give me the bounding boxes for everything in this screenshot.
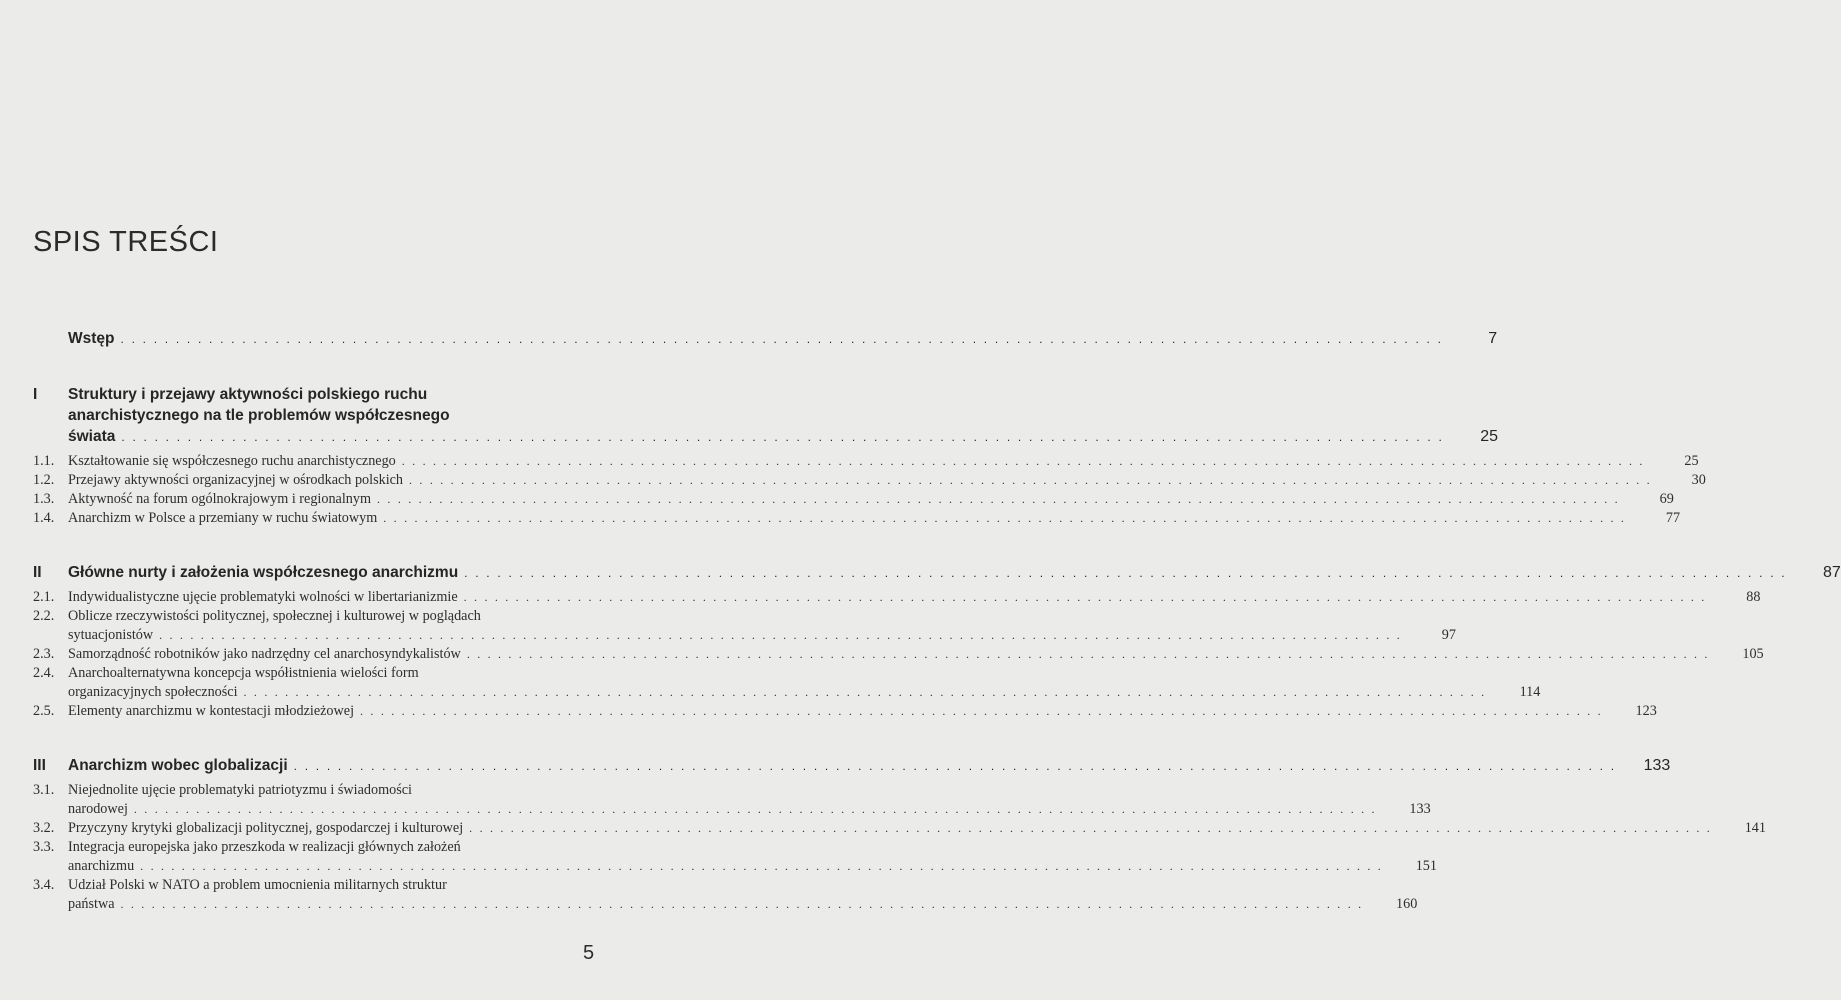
subchapter-label: Przejawy aktywności organizacyjnej w ośrodkach polskich bbox=[68, 472, 404, 488]
dot-leader: . . . . . . . . . . . . . . . . . . . . . . . . . . . . . . . . . . . . . . . . . . . . . . . . . . . . . . . . . . . . . . . . . . . . . . . . . . . . . . . . . . . . . . . . . . . . . . . . . . . . . . . . . . . . . . . . . . . . . . . . bbox=[383, 511, 1627, 525]
subchapter-page: 105 bbox=[1742, 646, 1764, 662]
subchapter-text bbox=[68, 626, 1412, 645]
chapter-label: Główne nurty i założenia współczesnego anarchizmu bbox=[68, 564, 459, 581]
subchapter-line bbox=[33, 664, 599, 683]
chapter-page: 7 bbox=[1488, 330, 1498, 347]
toc-chapter bbox=[33, 755, 1766, 914]
subchapter-text bbox=[68, 702, 1613, 721]
page-title: SPIS TREŚCI bbox=[33, 226, 219, 258]
dot-leader: . . . . . . . . . . . . . . . . . . . . . . . . . . . . . . . . . . . . . . . . . . . . . . . . . . . . . . . . . . . . . . . . . . . . . . . . . . . . . . . . . . . . . . . . . . . . . . . . . . . . . . . . . . . . . . . . . . . . . . . . bbox=[469, 821, 1712, 835]
subchapter-line bbox=[33, 471, 1706, 490]
subchapter-line bbox=[33, 800, 1431, 819]
subchapter-page: 123 bbox=[1635, 703, 1657, 719]
subchapter-page: 160 bbox=[1396, 896, 1418, 912]
subchapter-page: 133 bbox=[1409, 801, 1431, 817]
dot-leader: . . . . . . . . . . . . . . . . . . . . . . . . . . . . . . . . . . . . . . . . . . . . . . . . . . . . . . . . . . . . . . . . . . . . . . . . . . . . . . . . . . . . . . . . . . . . . . . . . . . . . . . . . . . . . . . . . . . . . . . . bbox=[293, 759, 1617, 773]
subchapter-label: Anarchizm w Polsce a przemiany w ruchu światowym bbox=[68, 510, 378, 526]
chapter-label: Struktury i przejawy aktywności polskiego ruchu bbox=[68, 386, 428, 403]
subchapter-label: Integracja europejska jako przeszkoda w realizacji głównych założeń bbox=[68, 839, 461, 855]
subchapter-label: Anarchoalternatywna koncepcja współistnienia wielości form bbox=[68, 665, 419, 681]
chapter-text bbox=[68, 426, 1454, 448]
subchapter-text bbox=[68, 588, 1716, 607]
subchapter-text bbox=[68, 838, 555, 857]
chapter-text bbox=[68, 328, 1453, 350]
subchapter-text bbox=[68, 876, 555, 895]
toc-chapter bbox=[33, 384, 1706, 528]
subchapter-label: organizacyjnych społeczności bbox=[68, 684, 238, 700]
chapter-line bbox=[33, 405, 599, 426]
subchapter-label: anarchizmu bbox=[68, 858, 135, 874]
subchapter-page: 97 bbox=[1441, 627, 1456, 643]
dot-leader: . . . . . . . . . . . . . . . . . . . . . . . . . . . . . . . . . . . . . . . . . . . . . . . . . . . . . . . . . . . . . . . . . . . . . . . . . . . . . . . . . . . . . . . . . . . . . . . . . . . . . . . . . . . . . . . . . . . . . . . . bbox=[120, 897, 1364, 911]
subchapter-text bbox=[68, 490, 1630, 509]
chapter-label: świata bbox=[68, 428, 116, 445]
subchapter-text bbox=[68, 857, 1393, 876]
subchapter-text bbox=[68, 781, 555, 800]
subchapter-label: Przyczyny krytyki globalizacji politycznej, gospodarczej i kulturowej bbox=[68, 820, 464, 836]
subchapter-label: Udział Polski w NATO a problem umocnienia militarnych struktur bbox=[68, 877, 447, 893]
subchapter-page: 25 bbox=[1684, 453, 1699, 469]
subchapter-number: 1.2. bbox=[33, 472, 55, 488]
dot-leader: . . . . . . . . . . . . . . . . . . . . . . . . . . . . . . . . . . . . . . . . . . . . . . . . . . . . . . . . . . . . . . . . . . . . . . . . . . . . . . . . . . . . . . . . . . . . . . . . . . . . . . . . . . . . . . . . . . . . . . . . bbox=[120, 332, 1444, 346]
subchapter-page: 141 bbox=[1744, 820, 1766, 836]
dot-leader: . . . . . . . . . . . . . . . . . . . . . . . . . . . . . . . . . . . . . . . . . . . . . . . . . . . . . . . . . . . . . . . . . . . . . . . . . . . . . . . . . . . . . . . . . . . . . . . . . . . . . . . . . . . . . . . . . . . . . . . . bbox=[463, 590, 1707, 604]
dot-leader: . . . . . . . . . . . . . . . . . . . . . . . . . . . . . . . . . . . . . . . . . . . . . . . . . . . . . . . . . . . . . . . . . . . . . . . . . . . . . . . . . . . . . . . . . . . . . . . . . . . . . . . . . . . . . . . . . . . . . . . . bbox=[360, 704, 1603, 718]
subchapter-number: 1.4. bbox=[33, 510, 55, 526]
subchapter-text bbox=[68, 683, 1496, 702]
subchapter-page: 114 bbox=[1519, 684, 1541, 700]
subchapter-list bbox=[33, 588, 1764, 721]
toc-chapter bbox=[33, 328, 1498, 350]
subchapter-line bbox=[33, 838, 599, 857]
chapter-line bbox=[33, 328, 1498, 350]
subchapter-label: sytuacjonistów bbox=[68, 627, 154, 643]
subchapter-page: 77 bbox=[1665, 510, 1681, 526]
dot-leader: . . . . . . . . . . . . . . . . . . . . . . . . . . . . . . . . . . . . . . . . . . . . . . . . . . . . . . . . . . . . . . . . . . . . . . . . . . . . . . . . . . . . . . . . . . . . . . . . . . . . . . . . . . . . . . . . . . . . . . . . bbox=[140, 859, 1383, 873]
chapter-line bbox=[33, 562, 1841, 584]
subchapter-text bbox=[68, 509, 1636, 528]
subchapter-line bbox=[33, 895, 1418, 914]
chapter-page: 87 bbox=[1823, 564, 1841, 581]
chapter-line bbox=[33, 755, 1671, 777]
subchapter-page: 151 bbox=[1415, 858, 1437, 874]
subchapter-text bbox=[68, 664, 555, 683]
chapter-number: II bbox=[33, 564, 42, 581]
subchapter-text bbox=[68, 800, 1387, 819]
chapter-number: I bbox=[33, 386, 38, 403]
dot-leader: . . . . . . . . . . . . . . . . . . . . . . . . . . . . . . . . . . . . . . . . . . . . . . . . . . . . . . . . . . . . . . . . . . . . . . . . . . . . . . . . . . . . . . . . . . . . . . . . . . . . . . . . . . . . . . . . . . . . . . . . bbox=[464, 566, 1787, 580]
subchapter-number: 2.5. bbox=[33, 703, 55, 719]
subchapter-number: 2.3. bbox=[33, 646, 55, 662]
subchapter-line bbox=[33, 857, 1437, 876]
subchapter-text bbox=[68, 819, 1722, 838]
subchapter-line bbox=[33, 876, 599, 895]
subchapter-list bbox=[33, 452, 1706, 528]
chapter-text bbox=[68, 384, 555, 405]
subchapter-label: Kształtowanie się współczesnego ruchu anarchistycznego bbox=[68, 453, 396, 469]
chapter-page: 25 bbox=[1480, 428, 1499, 445]
subchapter-number: 3.2. bbox=[33, 820, 55, 836]
subchapter-line bbox=[33, 645, 1764, 664]
subchapter-text bbox=[68, 471, 1662, 490]
dot-leader: . . . . . . . . . . . . . . . . . . . . . . . . . . . . . . . . . . . . . . . . . . . . . . . . . . . . . . . . . . . . . . . . . . . . . . . . . . . . . . . . . . . . . . . . . . . . . . . . . . . . . . . . . . . . . . . . . . . . . . . . bbox=[401, 454, 1645, 468]
subchapter-label: Niejednolite ujęcie problematyki patriotyzmu i świadomości bbox=[68, 782, 412, 798]
dot-leader: . . . . . . . . . . . . . . . . . . . . . . . . . . . . . . . . . . . . . . . . . . . . . . . . . . . . . . . . . . . . . . . . . . . . . . . . . . . . . . . . . . . . . . . . . . . . . . . . . . . . . . . . . . . . . . . . . . . . . . . . bbox=[243, 685, 1487, 699]
subchapter-line bbox=[33, 781, 599, 800]
subchapter-page: 69 bbox=[1659, 491, 1674, 507]
chapter-line bbox=[33, 426, 1499, 448]
subchapter-number: 1.3. bbox=[33, 491, 55, 507]
subchapter-page: 30 bbox=[1691, 472, 1706, 488]
subchapter-number: 2.1. bbox=[33, 589, 55, 605]
subchapter-line bbox=[33, 702, 1657, 721]
subchapter-line bbox=[33, 452, 1699, 471]
subchapter-number: 3.1. bbox=[33, 782, 55, 798]
subchapter-text bbox=[68, 452, 1655, 471]
subchapter-label: Aktywność na forum ogólnokrajowym i regionalnym bbox=[68, 491, 372, 507]
subchapter-line bbox=[33, 588, 1761, 607]
table-of-contents bbox=[33, 328, 1841, 948]
subchapter-label: Indywidualistyczne ujęcie problematyki wolności w libertarianizmie bbox=[68, 589, 458, 605]
subchapter-line bbox=[33, 683, 1541, 702]
subchapter-number: 1.1. bbox=[33, 453, 55, 469]
chapter-line bbox=[33, 384, 599, 405]
chapter-label: Anarchizm wobec globalizacji bbox=[68, 757, 288, 774]
subchapter-number: 2.2. bbox=[33, 608, 55, 624]
subchapter-number: 2.4. bbox=[33, 665, 55, 681]
chapter-text bbox=[68, 562, 1797, 584]
subchapter-page: 88 bbox=[1746, 589, 1761, 605]
chapter-number: III bbox=[33, 757, 46, 774]
dot-leader: . . . . . . . . . . . . . . . . . . . . . . . . . . . . . . . . . . . . . . . . . . . . . . . . . . . . . . . . . . . . . . . . . . . . . . . . . . . . . . . . . . . . . . . . . . . . . . . . . . . . . . . . . . . . . . . . . . . . . . . . bbox=[466, 647, 1710, 661]
subchapter-line bbox=[33, 626, 1456, 645]
subchapter-line bbox=[33, 607, 599, 626]
subchapter-label: państwa bbox=[68, 896, 115, 912]
subchapter-text bbox=[68, 607, 555, 626]
chapter-label: anarchistycznego na tle problemów współczesnego bbox=[68, 407, 450, 424]
subchapter-line bbox=[33, 490, 1674, 509]
subchapter-number: 3.3. bbox=[33, 839, 55, 855]
chapter-page: 133 bbox=[1643, 757, 1671, 774]
subchapter-text bbox=[68, 895, 1373, 914]
dot-leader: . . . . . . . . . . . . . . . . . . . . . . . . . . . . . . . . . . . . . . . . . . . . . . . . . . . . . . . . . . . . . . . . . . . . . . . . . . . . . . . . . . . . . . . . . . . . . . . . . . . . . . . . . . . . . . . . . . . . . . . . bbox=[377, 492, 1620, 506]
subchapter-text bbox=[68, 645, 1720, 664]
dot-leader: . . . . . . . . . . . . . . . . . . . . . . . . . . . . . . . . . . . . . . . . . . . . . . . . . . . . . . . . . . . . . . . . . . . . . . . . . . . . . . . . . . . . . . . . . . . . . . . . . . . . . . . . . . . . . . . . . . . . . . . . bbox=[121, 430, 1445, 444]
dot-leader: . . . . . . . . . . . . . . . . . . . . . . . . . . . . . . . . . . . . . . . . . . . . . . . . . . . . . . . . . . . . . . . . . . . . . . . . . . . . . . . . . . . . . . . . . . . . . . . . . . . . . . . . . . . . . . . . . . . . . . . . bbox=[159, 628, 1402, 642]
subchapter-list bbox=[33, 781, 1766, 914]
subchapter-label: Oblicze rzeczywistości politycznej, społecznej i kulturowej w poglądach bbox=[68, 608, 481, 624]
dot-leader: . . . . . . . . . . . . . . . . . . . . . . . . . . . . . . . . . . . . . . . . . . . . . . . . . . . . . . . . . . . . . . . . . . . . . . . . . . . . . . . . . . . . . . . . . . . . . . . . . . . . . . . . . . . . . . . . . . . . . . . . bbox=[133, 802, 1377, 816]
subchapter-line bbox=[33, 509, 1681, 528]
dot-leader: . . . . . . . . . . . . . . . . . . . . . . . . . . . . . . . . . . . . . . . . . . . . . . . . . . . . . . . . . . . . . . . . . . . . . . . . . . . . . . . . . . . . . . . . . . . . . . . . . . . . . . . . . . . . . . . . . . . . . . . . bbox=[409, 473, 1652, 487]
subchapter-line bbox=[33, 819, 1766, 838]
toc-chapter bbox=[33, 562, 1841, 721]
chapter-label: Wstęp bbox=[68, 330, 115, 347]
subchapter-label: Elementy anarchizmu w kontestacji młodzieżowej bbox=[68, 703, 355, 719]
chapter-text bbox=[68, 405, 555, 426]
subchapter-label: Samorządność robotników jako nadrzędny cel anarchosyndykalistów bbox=[68, 646, 461, 662]
chapter-text bbox=[68, 755, 1626, 777]
subchapter-label: narodowej bbox=[68, 801, 128, 817]
page-number: 5 bbox=[583, 942, 595, 964]
subchapter-number: 3.4. bbox=[33, 877, 55, 893]
